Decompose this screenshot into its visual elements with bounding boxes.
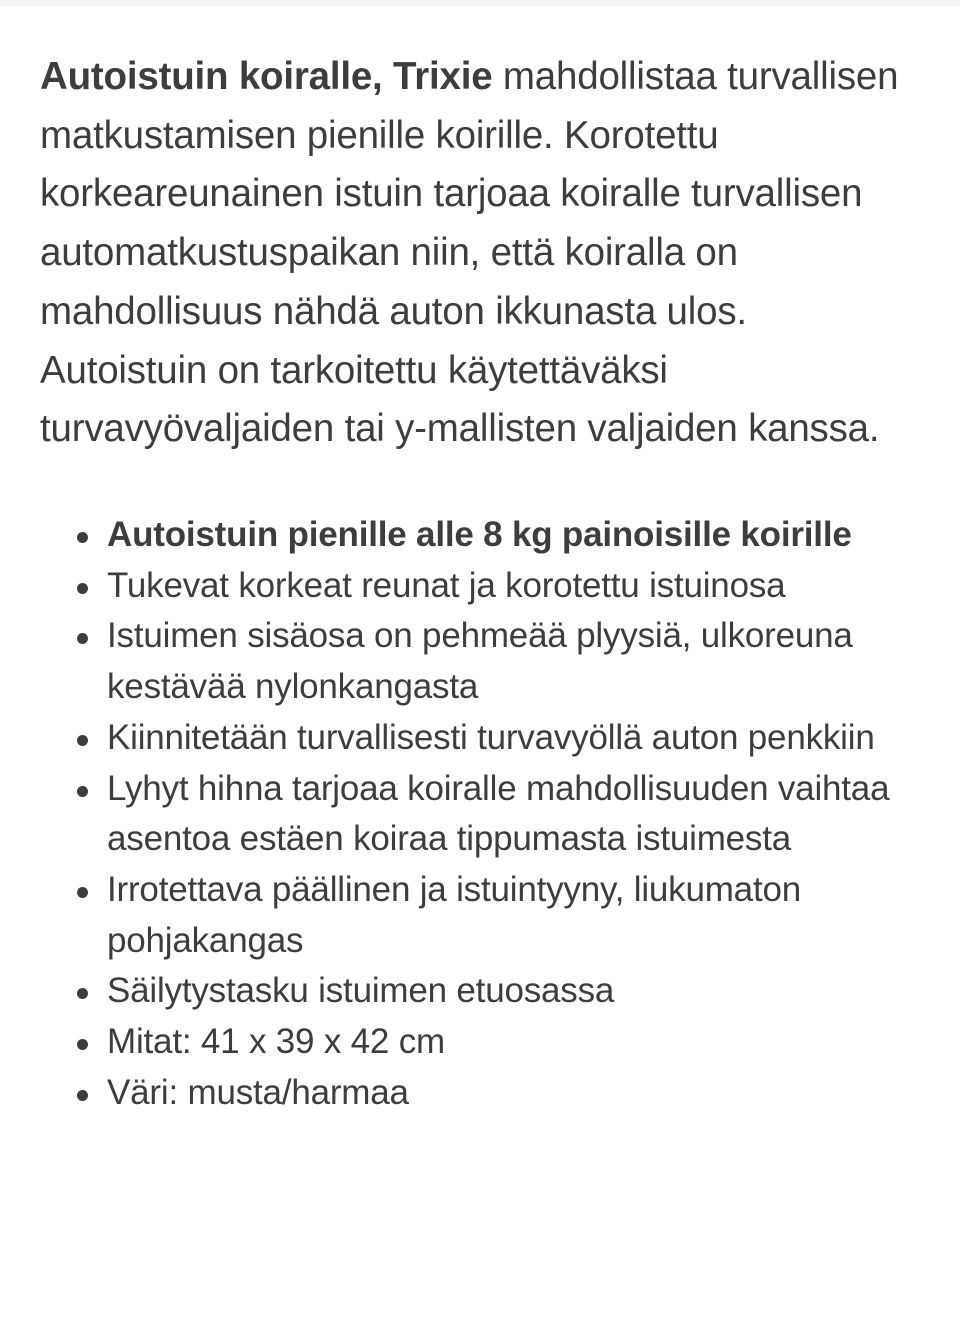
list-item — [107, 561, 907, 612]
feature-text: Lyhyt hihna tarjoaa koiralle mahdollisuuden vaihtaa asentoa estäen koiraa tippumasta istuimesta — [107, 768, 890, 859]
list-item — [107, 713, 907, 764]
list-item — [107, 966, 907, 1017]
bullet-icon — [77, 633, 88, 644]
product-name: Autoistuin koiralle, Trixie — [40, 55, 493, 98]
product-description — [40, 48, 920, 459]
list-item — [107, 764, 907, 865]
list-item — [107, 1068, 907, 1119]
feature-text: Irrotettava päällinen ja istuintyyny, liukumaton pohjakangas — [107, 869, 802, 960]
intro-paragraph — [40, 48, 920, 459]
feature-text: Istuimen sisäosa on pehmeää plyysiä, ulkoreuna kestävää nylonkangasta — [107, 616, 853, 707]
feature-text: Säilytystasku istuimen etuosassa — [107, 971, 615, 1011]
feature-text: Mitat: 41 x 39 x 42 cm — [107, 1022, 445, 1062]
intro-text: mahdollistaa turvallisen matkustamisen pienille koirille. Korotettu korkeareunainen istuin tarjoaa koiralle turvallisen automatkustuspaikan niin, että koiralla on mahdollisuus nähdä auton ikkunasta ulos. Autoistuin on tarkoitettu käytettäväksi turvavyövaljaiden tai y-mallisten valjaiden kanssa. — [40, 55, 899, 451]
list-item — [107, 611, 907, 712]
bullet-icon — [77, 786, 88, 797]
list-item — [107, 1017, 907, 1068]
bullet-icon — [77, 988, 88, 999]
top-strip — [0, 0, 960, 6]
list-item — [107, 510, 907, 561]
bullet-icon — [77, 532, 88, 543]
feature-text: Tukevat korkeat reunat ja korotettu istuinosa — [107, 565, 786, 605]
list-item — [107, 865, 907, 966]
bullet-icon — [77, 887, 88, 898]
bullet-icon — [77, 1090, 88, 1101]
bullet-icon — [77, 583, 88, 594]
feature-text: Autoistuin pienille alle 8 kg painoisille koirille — [107, 515, 852, 554]
bullet-icon — [77, 1039, 88, 1050]
bullet-icon — [77, 735, 88, 746]
feature-text: Väri: musta/harmaa — [107, 1072, 409, 1112]
feature-list — [107, 510, 907, 1118]
feature-text: Kiinnitetään turvallisesti turvavyöllä auton penkkiin — [107, 717, 875, 757]
